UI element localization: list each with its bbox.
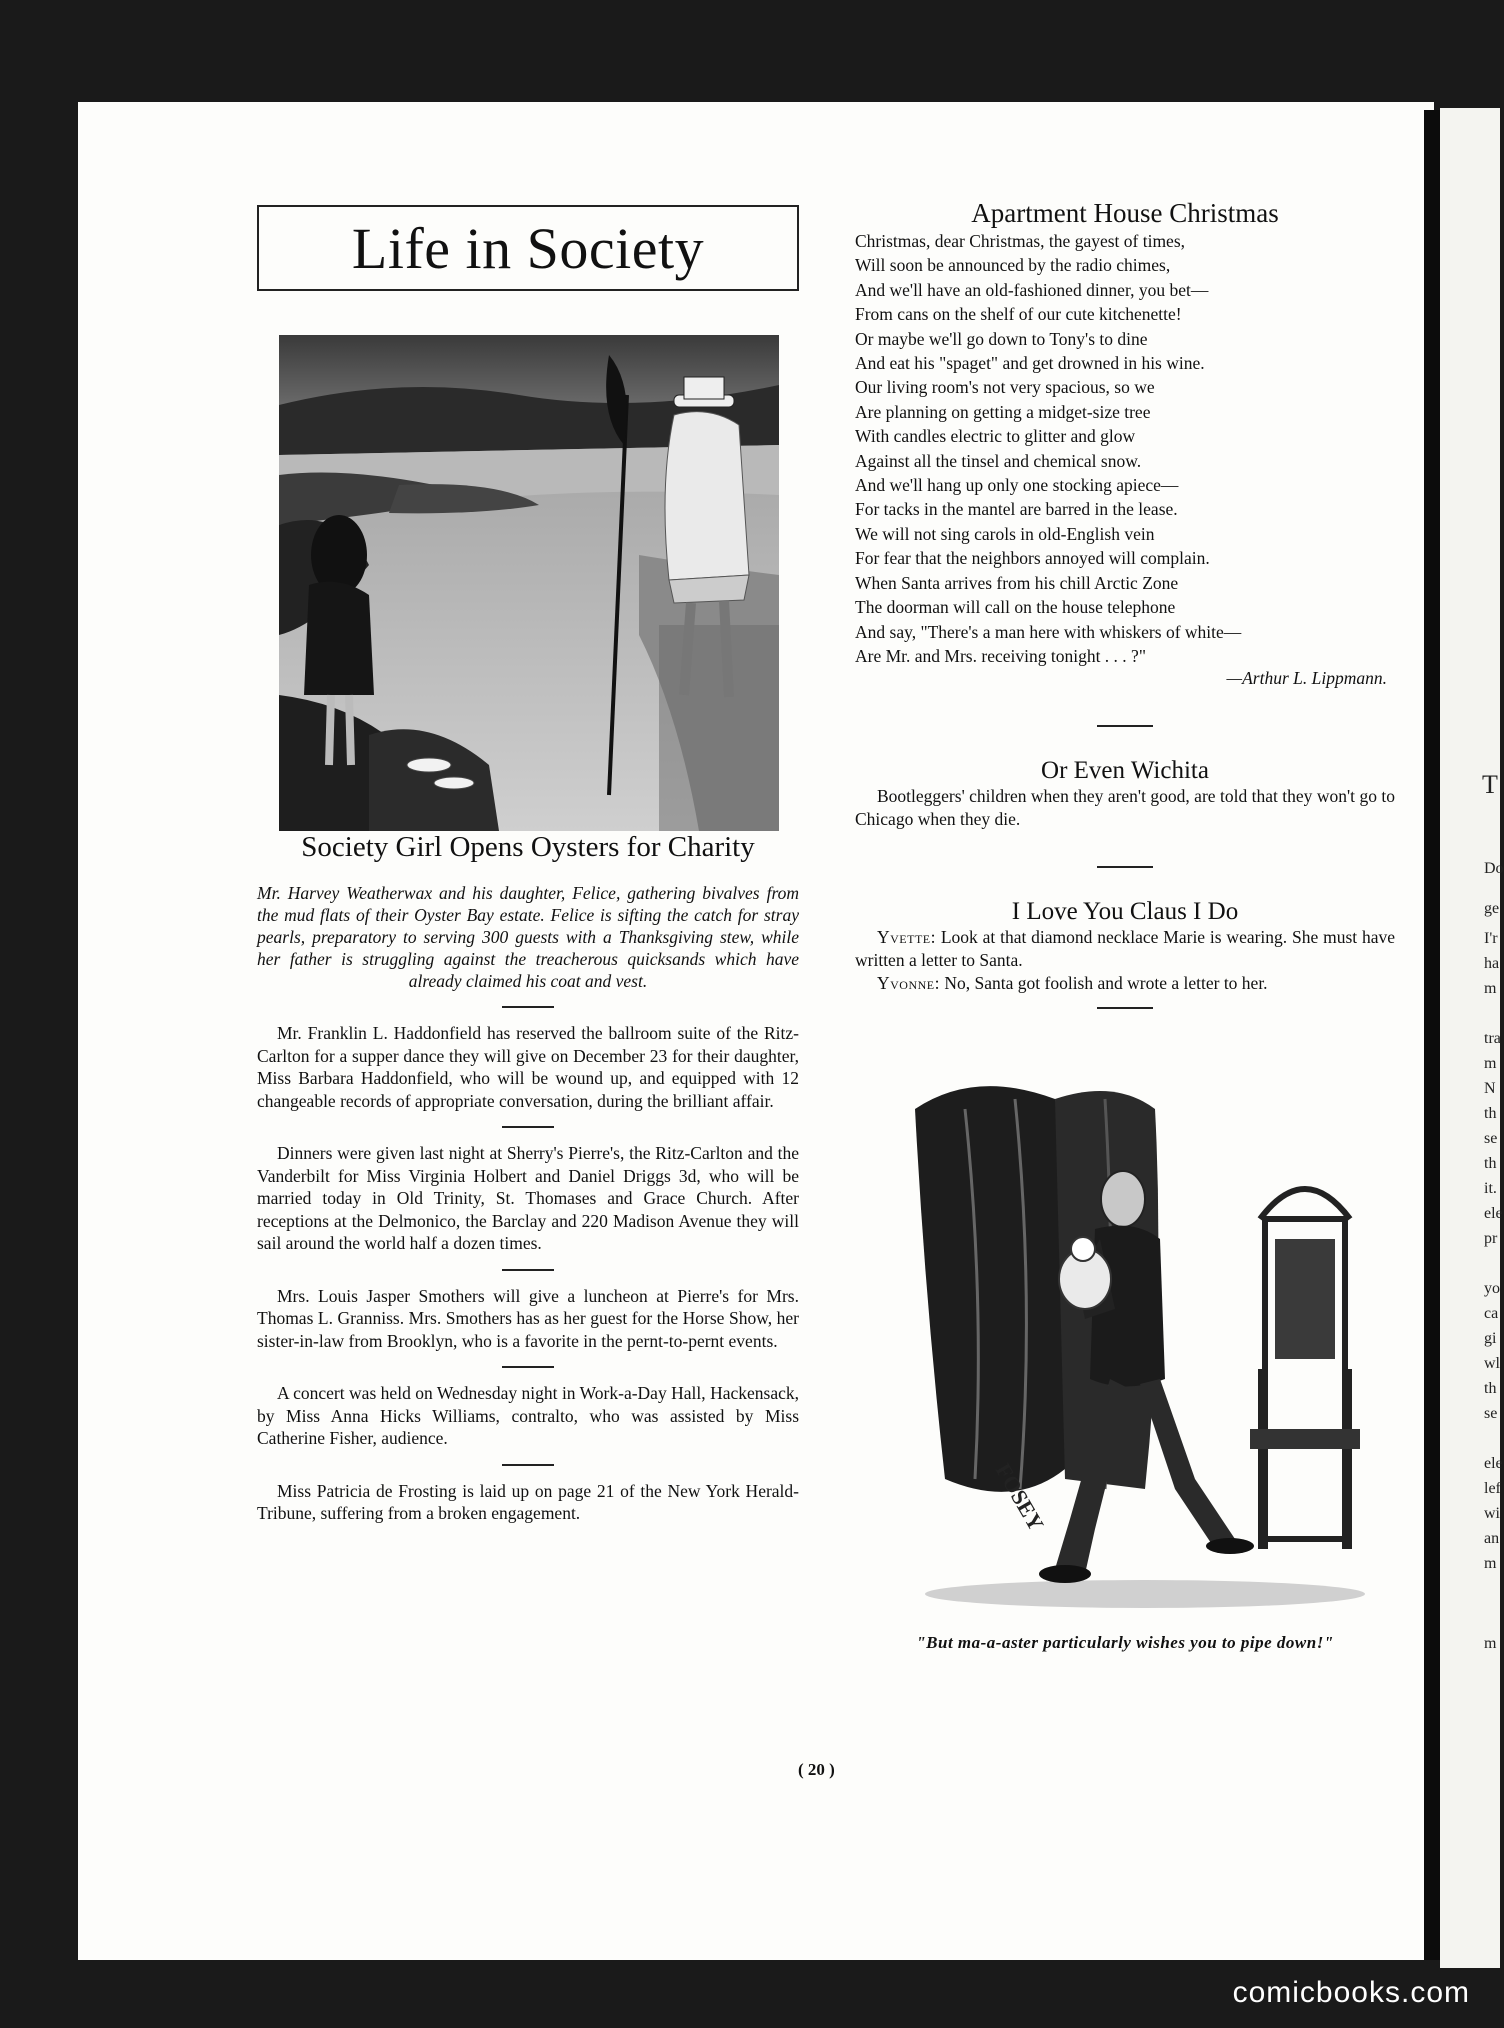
- next-page-fragment: m: [1484, 1555, 1497, 1572]
- dialog-line: [855, 926, 1395, 972]
- society-item: Dinners were given last night at Sherry's Pierre's, the Ritz-Carlton and the Vanderbilt for Miss Virginia Holbert and Daniel Driggs 3d, who will be married today in Old Trinity, St. Thomases and Grace Church. After receptions at the Delmonico, the Barclay and 220 Madison Avenue they will sail around the world half a dozen times.: [257, 1143, 799, 1253]
- poem: [855, 229, 1395, 668]
- divider: [502, 1126, 554, 1128]
- next-page-fragment: it.: [1484, 1180, 1497, 1197]
- next-page-fragment: m: [1484, 1055, 1497, 1072]
- poem-line: For tacks in the mantel are barred in the lease.: [855, 499, 1178, 520]
- photo-caption: Mr. Harvey Weatherwax and his daughter, Felice, gathering bivalves from the mud flats of their Oyster Bay estate. Felice is sifting the catch for stray pearls, preparatory to serving 300 guests with a Thanksgiving stew, while her father is struggling against the treacherous quicksands which have already claimed his coat and vest.: [257, 883, 799, 991]
- poem-line: And say, "There's a man here with whiskers of white—: [855, 621, 1242, 642]
- section-title: Life in Society: [351, 215, 705, 281]
- poem-line: Are Mr. and Mrs. receiving tonight . . . ?": [855, 645, 1146, 666]
- oysters-heading: Society Girl Opens Oysters for Charity: [301, 831, 755, 863]
- next-page-fragment: I'r: [1484, 930, 1498, 947]
- divider: [502, 1269, 554, 1271]
- speaker: Yvette:: [877, 927, 936, 948]
- divider: [1097, 866, 1153, 868]
- next-page-fragment: se: [1484, 1130, 1498, 1147]
- next-page-fragment: th: [1484, 1155, 1497, 1172]
- poem-line: Against all the tinsel and chemical snow.: [855, 450, 1142, 471]
- society-item: Miss Patricia de Frosting is laid up on page 21 of the New York Herald-Tribune, suffering from a broken engagement.: [257, 1480, 799, 1523]
- next-page-fragment: wi: [1484, 1505, 1500, 1522]
- dialog-text: Look at that diamond necklace Marie is wearing. She must have written a letter to Santa.: [855, 927, 1396, 971]
- cartoon-signature: FOSEY: [990, 1459, 1050, 1536]
- dialog: [855, 926, 1395, 995]
- poem-line: And eat his "spaget" and get drowned in his wine.: [855, 353, 1205, 374]
- next-page-fragment: ca: [1484, 1305, 1499, 1322]
- next-page-fragment: ha: [1484, 955, 1500, 972]
- poem-line: The doorman will call on the house telephone: [855, 597, 1176, 618]
- dialog-text: No, Santa got foolish and wrote a letter to her.: [944, 973, 1268, 994]
- divider: [1097, 725, 1153, 727]
- poem-author: —Arthur L. Lippmann.: [1226, 668, 1387, 689]
- apartment-heading: Apartment House Christmas: [971, 198, 1279, 228]
- next-page-fragment: yo: [1484, 1280, 1500, 1297]
- poem-line: Are planning on getting a midget-size tree: [855, 401, 1151, 422]
- oyster-bay-photo: [279, 335, 779, 831]
- society-item: A concert was held on Wednesday night in Work-a-Day Hall, Hackensack, by Miss Anna Hicks Williams, contralto, who was assisted by Miss Catherine Fisher, audience.: [257, 1383, 799, 1448]
- poem-line: With candles electric to glitter and glow: [855, 426, 1136, 447]
- speaker: Yvonne:: [877, 973, 940, 994]
- dialog-line: [855, 972, 1395, 995]
- wichita-heading: Or Even Wichita: [1041, 757, 1209, 785]
- cartoon-icon: [855, 1049, 1395, 1619]
- next-page-fragment: ele: [1484, 1455, 1503, 1472]
- next-page-fragment: Do: [1484, 860, 1504, 877]
- poem-line: Or maybe we'll go down to Tony's to dine: [855, 328, 1148, 349]
- poem-line: Our living room's not very spacious, so we: [855, 377, 1155, 398]
- claus-heading: I Love You Claus I Do: [1011, 898, 1239, 926]
- society-item: Mrs. Louis Jasper Smothers will give a luncheon at Pierre's for Mrs. Thomas L. Granniss. Mrs. Smothers has as her guest for the Horse Show, her sister-in-law from Brooklyn, who is a favorite in the pernt-to-pernt events.: [257, 1285, 799, 1351]
- next-page-fragment: gi: [1484, 1330, 1497, 1347]
- poem-line: Christmas, dear Christmas, the gayest of times,: [855, 231, 1186, 251]
- next-page-fragment: th: [1484, 1380, 1497, 1397]
- divider: [1097, 1007, 1153, 1009]
- next-page-fragment: ge: [1484, 900, 1500, 917]
- next-page-fragment: T: [1482, 770, 1498, 799]
- watermark: comicbooks.com: [1232, 1976, 1470, 2009]
- divider: [502, 1006, 554, 1008]
- poem-line: When Santa arrives from his chill Arctic Zone: [855, 572, 1179, 593]
- poem-line: From cans on the shelf of our cute kitchenette!: [855, 304, 1182, 325]
- next-page-fragment: tra: [1484, 1030, 1501, 1047]
- adjacent-page-edge: [1440, 108, 1504, 1968]
- wichita-text: Bootleggers' children when they aren't good, are told that they won't go to Chicago when they die.: [855, 786, 1395, 829]
- divider: [502, 1366, 554, 1368]
- next-page-fragment: pr: [1484, 1230, 1498, 1247]
- poem-line: And we'll have an old-fashioned dinner, you bet—: [855, 279, 1209, 300]
- photo-icon: [279, 335, 779, 831]
- title-box: [257, 205, 799, 291]
- next-page-fragment: th: [1484, 1105, 1497, 1122]
- next-page-fragment: m: [1484, 1635, 1497, 1652]
- cartoon-illustration: [855, 1049, 1395, 1619]
- society-item: Mr. Franklin L. Haddonfield has reserved the ballroom suite of the Ritz-Carlton for a supper dance they will give on December 23 for their daughter, Miss Barbara Haddonfield, who will be wound up, and equipped with 12 changeable records of appropriate conversation, during the brilliant affair.: [257, 1023, 799, 1111]
- next-page-fragment: wl: [1484, 1355, 1500, 1372]
- next-page-fragment: ele: [1484, 1205, 1503, 1222]
- next-page-fragment: lef: [1484, 1480, 1501, 1497]
- next-page-fragment: m: [1484, 980, 1497, 997]
- cartoon-caption: "But ma-a-aster particularly wishes you to pipe down!": [916, 1633, 1334, 1653]
- divider: [502, 1464, 554, 1466]
- right-column: [855, 198, 1395, 1653]
- poem-line: Will soon be announced by the radio chimes,: [855, 255, 1171, 276]
- poem-line: And we'll hang up only one stocking apiece—: [855, 475, 1179, 496]
- next-page-fragment: an: [1484, 1530, 1500, 1547]
- poem-line: We will not sing carols in old-English vein: [855, 523, 1155, 544]
- left-column: [257, 205, 799, 1525]
- next-page-fragment: se: [1484, 1405, 1498, 1422]
- page-number: ( 20 ): [798, 1760, 835, 1779]
- poem-line: For fear that the neighbors annoyed will complain.: [855, 548, 1210, 569]
- next-page-fragment: N: [1484, 1080, 1496, 1097]
